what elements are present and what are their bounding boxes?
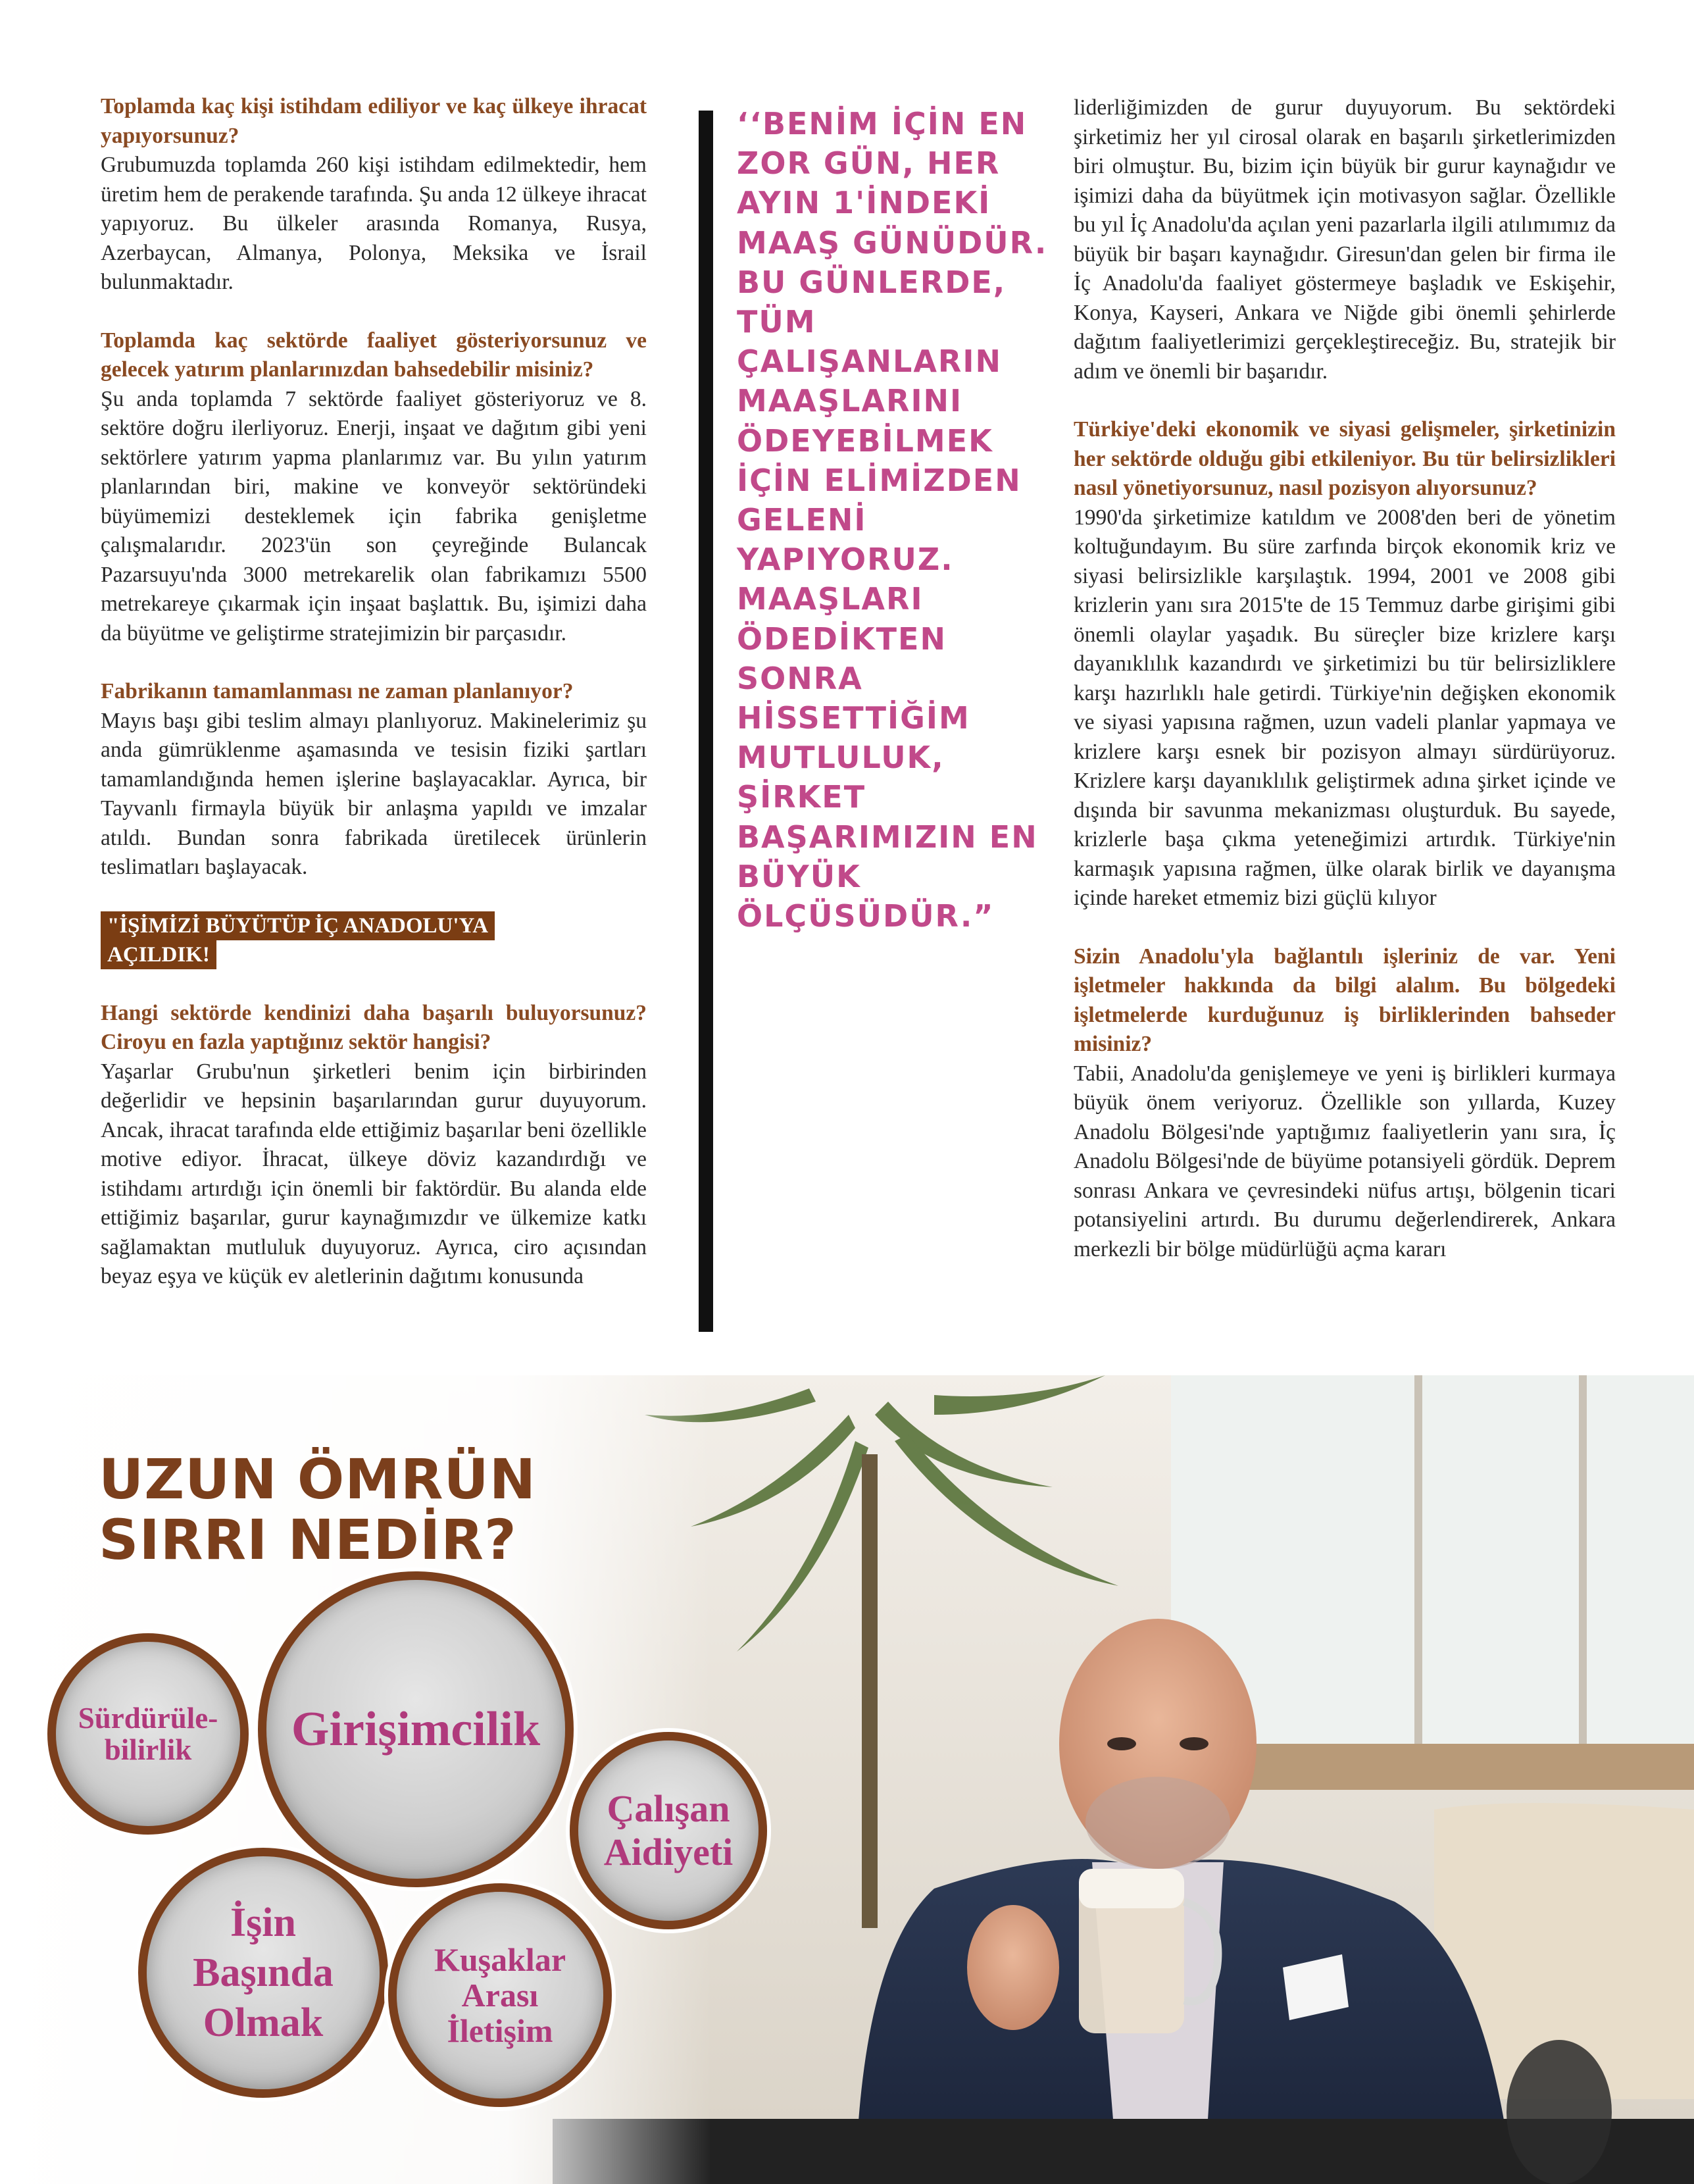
question-heading: Toplamda kaç sektörde faaliyet gösteriyorsunuz ve gelecek yatırım planlarınızdan bahsedebilir misiniz? xyxy=(101,328,647,382)
feature-title-line: UZUN ÖMRÜN xyxy=(99,1447,537,1511)
bubble-text: Girişimcilik xyxy=(291,1702,541,1756)
right-column xyxy=(1074,93,1616,1264)
question-heading: Toplamda kaç kişi istihdam ediliyor ve kaç ülkeye ihracat yapıyorsunuz? xyxy=(101,94,647,148)
bubble-text: İletişim xyxy=(447,2012,553,2049)
question-heading: Türkiye'deki ekonomik ve siyasi gelişmeler, şirketinizin her sektörde olduğu gibi etkileniyor. Bu tür belirsizlikleri nasıl yönetiyorsunuz, nasıl pozisyon alıyorsunuz? xyxy=(1074,417,1616,500)
bubble-text: Arası xyxy=(461,1977,539,2014)
banner-line: "İŞİMİZİ BÜYÜTÜP İÇ ANADOLU'YA xyxy=(101,911,495,940)
bubble-text: bilirlik xyxy=(104,1733,192,1766)
bubble-text: İşin xyxy=(230,1900,296,1945)
bubble-sustainability xyxy=(47,1633,249,1835)
bubble-text: Sürdürüle- xyxy=(78,1702,218,1735)
bubble-leading-the-business xyxy=(138,1848,388,2098)
bubble-text: Kuşaklar xyxy=(434,1941,566,1978)
bubble-entrepreneurship xyxy=(258,1571,574,1887)
pull-quote: ‘‘BENİM İÇİN EN ZOR GÜN, HER AYIN 1'İNDEKİ MAAŞ GÜNÜDÜR. BU GÜNLERDE, TÜM ÇALIŞANLARIN MAAŞLARINI ÖDEYEBİLMEK İÇİN ELİMİZDEN GELENİ YAPIYORUZ. MAAŞLARI ÖDEDİKTEN SONRA HİSSETTİĞİM MUTLULUK, ŞİRKET BAŞARIMIZIN EN BÜYÜK ÖLÇÜSÜDÜR.” xyxy=(737,106,1048,934)
bubble-text: Olmak xyxy=(203,2000,324,2045)
answer-paragraph: Tabii, Anadolu'da genişlemeye ve yeni iş birlikleri kurmaya büyük önem veriyoruz. Özellikle son yıllarda, Kuzey Anadolu Bölgesi'nde yaptığımız faaliyetlerin yanı sıra, İç Anadolu Bölgesi'nde de büyüme potansiyeli gördük. Deprem sonrası Ankara ve çevresindeki nüfus artışı, bölgenin ticari potansiyelini artırdı. Bu durumu değerlendirerek, Ankara merkezli bir bölge müdürlüğü açma kararı xyxy=(1074,1061,1616,1261)
left-column xyxy=(101,92,647,1292)
bubble-text: Çalışan xyxy=(607,1787,730,1830)
banner-line: AÇILDIK! xyxy=(101,940,216,969)
bubble-text: Aidiyeti xyxy=(603,1831,734,1873)
answer-paragraph: 1990'da şirketimize katıldım ve 2008'den beri de yönetim koltuğundayım. Bu süre zarfında birçok ekonomik kriz ve siyasi belirsizlikle karşılaştık. 1994, 2001 ve 2008 gibi krizlerin yanı sıra 2015'te de 15 Temmuz darbe girişimi gibi önemli olaylar yaşadık. Bu süreçler bize krizlere karşı dayanıklılık kazandırdı ve şirketimizi bu tür belirsizliklere karşı hazırlıklı hale getirdi. Türkiye'nin değişken ekonomik ve siyasi yapısına rağmen, uzun vadeli planlar yapmaya ve krizlere karşı esnek bir pozisyon almayı sürdürüyoruz. Krizlere karşı dayanıklılık geliştirmek adına şirket içinde ve dışında bir savunma mekanizması oluşturduk. Bu sayede, krizlerle başa çıkma yeteneğimizi artırdık. Türkiye'nin karmaşık yapısına rağmen, ülke olarak birlik ve dayanışma içinde hareket etmemiz bizi güçlü kılıyor xyxy=(1074,505,1616,910)
bubble-intergenerational-communication xyxy=(388,1883,612,2107)
feature-title-line: SIRRI NEDİR? xyxy=(99,1508,517,1572)
answer-paragraph: Grubumuzda toplamda 260 kişi istihdam edilmektedir, hem üretim hem de perakende tarafında. Şu anda 12 ülkeye ihracat yapıyoruz. Bu ülkeler arasında Romanya, Rusya, Azerbaycan, Almanya, Polonya, Meksika ve İsrail bulunmaktadır. xyxy=(101,153,647,294)
question-heading: Fabrikanın tamamlanması ne zaman planlanıyor? xyxy=(101,679,574,703)
answer-paragraph: liderliğimizden de gurur duyuyorum. Bu sektördeki şirketimiz her yıl cirosal olarak en başarılı şirketlerimizden biri olmuştur. Bu, bizim için büyük bir gurur kaynağıdır ve işimizi daha da büyütmek için motivasyon sağlar. Özellikle bu yıl İç Anadolu'da açılan yeni pazarlarla ilgili atılımımız da büyük bir başarı kaynağıdır. Giresun'dan gelen bir firma ile İç Anadolu'da faaliyet göstermeye başladık ve Eskişehir, Konya, Kayseri, Ankara ve Niğde gibi önemli şehirlerde dağıtım faaliyetlerimizi gerçekleştireceğiz. Bu, stratejik bir adım ve önemli bir başarıdır. xyxy=(1074,95,1616,384)
answer-paragraph: Mayıs başı gibi teslim almayı planlıyoruz. Makinelerimiz şu anda gümrüklenme aşamasında ve tesisin fiziki şartları tamamlandığında hemen işlerine başlayacaklar. Ayrıca, bir Tayvanlı firmayla büyük bir anlaşma yapıldı ve imzalar atıldı. Bundan sonra fabrikada üretilecek ürünlerin teslimatları başlayacak. xyxy=(101,708,647,879)
answer-paragraph: Yaşarlar Grubu'nun şirketleri benim için birbirinden değerlidir ve hepsinin başarılarından gurur duyuyorum. Ancak, ihracat tarafında elde ettiğimiz başarılar beni özellikle motive ediyor. İhracat, ülkeye döviz kazandırdığı ve istihdamı artırdığı için önemli bir faktördür. Bu alanda elde ettiğimiz başarılar, gurur kaynağımızdır ve ülkemize katkı sağlamaktan mutluluk duyuyoruz. Ayrıca, ciro açısından beyaz eşya ve küçük ev aletlerinin dağıtımı konusunda xyxy=(101,1059,647,1288)
bubble-text: Başında xyxy=(193,1950,334,1995)
section-banner xyxy=(101,911,647,970)
answer-paragraph: Şu anda toplamda 7 sektörde faaliyet gösteriyoruz ve 8. sektöre doğru ilerliyoruz. Enerji, inşaat ve dağıtım gibi yeni sektörlere yatırım yapma planlarımız var. Bu yılın yatırım planlarından biri, makine ve konveyör sektöründeki büyümemizi desteklemek için fabrika genişletme çalışmalarıdır. 2023'ün son çeyreğinde Bulancak Pazarsuyu'nda 3000 metrekarelik olan fabrikamızı 5500 metrekareye çıkarmak için inşaat başlattık. Bu, işimizi daha da büyütme ve geliştirme stratejimizin bir parçasıdır. xyxy=(101,386,647,646)
question-heading: Hangi sektörde kendinizi daha başarılı buluyorsunuz? Ciroyu en fazla yaptığınız sektör hangisi? xyxy=(101,1000,647,1054)
feature-title xyxy=(99,1449,536,1570)
bubble-employee-loyalty xyxy=(570,1732,767,1929)
quote-divider-bar xyxy=(699,111,713,1332)
question-heading: Sizin Anadolu'yla bağlantılı işleriniz de var. Yeni işletmeler hakkında da bilgi alalım. Bu bölgedeki işletmelerde kurduğunuz iş birliklerinden bahseder misiniz? xyxy=(1074,944,1616,1056)
